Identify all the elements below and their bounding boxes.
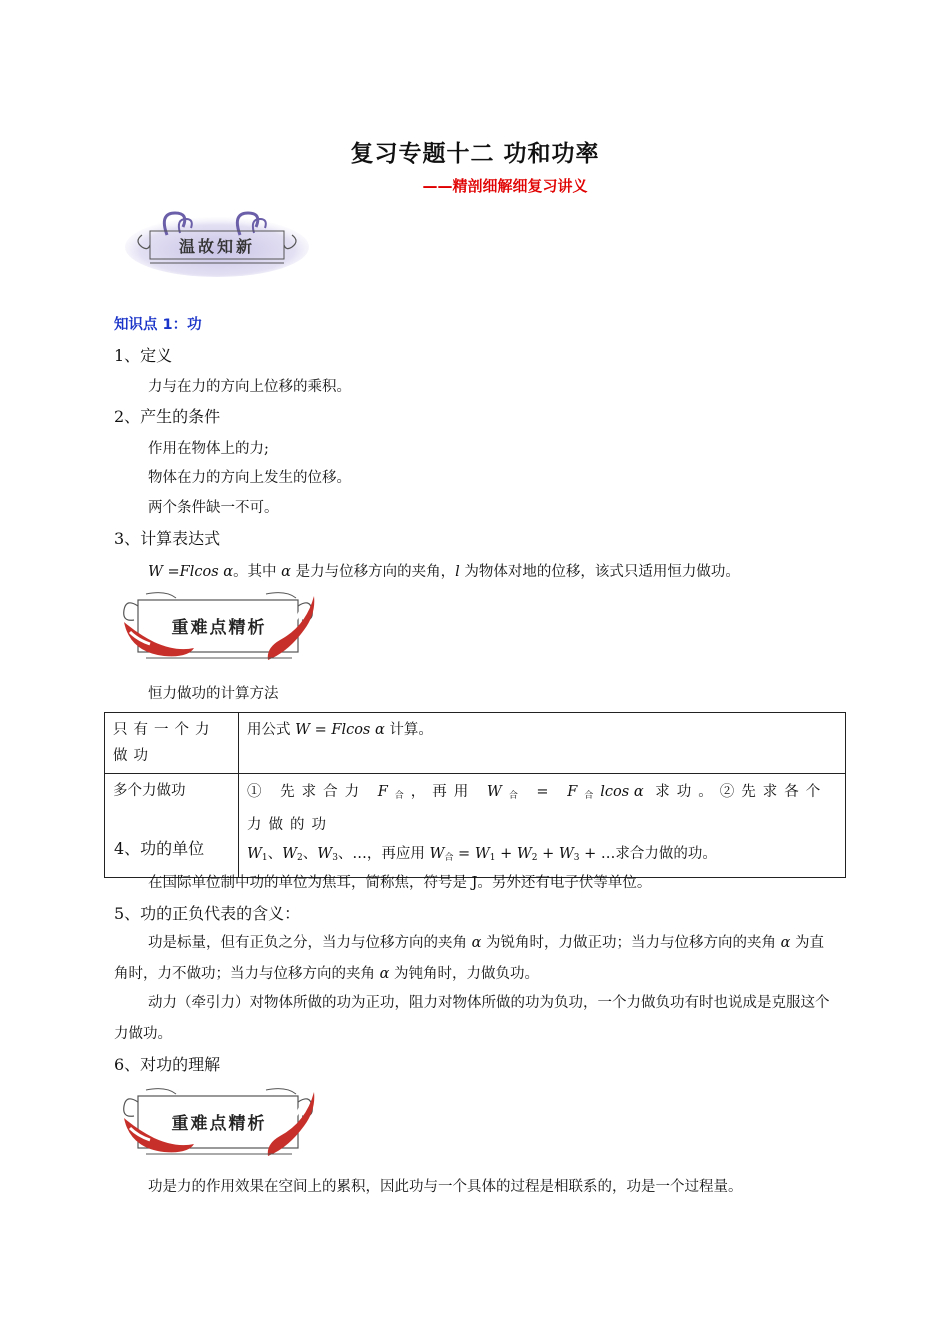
table-cell-label: 只有一个力做功 xyxy=(105,713,239,774)
section-2-line-3: 两个条件缺一不可。 xyxy=(148,500,279,516)
table-cell-label: 多个力做功 xyxy=(105,774,239,878)
section-1-text: 力与在力的方向上位移的乘积。 xyxy=(148,379,351,395)
subscript: 合 xyxy=(394,791,411,801)
text-segment: ，再用 xyxy=(410,784,487,800)
work-method-table xyxy=(104,712,846,878)
text-segment: 用公式 xyxy=(247,722,296,738)
section-4-heading: 4、功的单位 xyxy=(114,839,205,858)
f-symbol: F xyxy=(567,784,585,800)
work-formula: W = Flcos α xyxy=(295,722,385,738)
section-5-paragraph-1 xyxy=(114,928,836,990)
subscript: 3 xyxy=(332,853,338,863)
table-cell-line-1 xyxy=(247,778,837,840)
table-row xyxy=(105,774,846,878)
w-symbol: W xyxy=(486,784,509,800)
w-symbol: W xyxy=(516,846,532,862)
text-segment: 计算。 xyxy=(384,722,433,738)
section-2-line-2: 物体在力的方向上发生的位移。 xyxy=(148,470,351,486)
text-segment: 为直角时，力不做功；当力与位移方向的夹角 xyxy=(114,935,825,982)
section-5-heading: 5、功的正负代表的含义： xyxy=(114,904,301,923)
text-segment: ① 先求合力 xyxy=(247,784,378,800)
review-badge xyxy=(122,205,312,280)
l-symbol: l xyxy=(455,564,460,580)
w-symbol: W xyxy=(247,846,262,862)
text-segment: 、 xyxy=(302,846,318,862)
subscript: 合 xyxy=(508,791,525,801)
work-formula: W =Flcos α xyxy=(148,564,234,580)
subscript: 3 xyxy=(573,853,580,863)
text-segment: 为锐角时，力做正功；当力与位移方向的夹角 xyxy=(481,935,781,951)
analysis-badge xyxy=(116,588,322,666)
section-3-heading: 3、计算表达式 xyxy=(114,529,221,548)
section-4-text: 在国际单位制中功的单位为焦耳，简称焦，符号是 J。另外还有电子伏等单位。 xyxy=(148,875,652,891)
review-badge-label: 温故知新 xyxy=(178,237,255,256)
section-2-line-1: 作用在物体上的力; xyxy=(148,441,269,457)
subscript: 2 xyxy=(297,853,303,863)
text-segment: 、…，再应用 xyxy=(337,846,430,862)
w-symbol: W xyxy=(429,846,445,862)
alpha-symbol: α xyxy=(471,935,482,951)
f-symbol: F xyxy=(377,784,395,800)
text-segment: = xyxy=(453,846,475,862)
analysis-badge-label: 重难点精析 xyxy=(171,1114,267,1134)
formula-part: lcos α xyxy=(600,784,644,800)
table-cell-line-2 xyxy=(247,840,837,873)
text-segment: 。其中 xyxy=(233,564,282,580)
table-cell-content xyxy=(239,713,846,774)
w-symbol: W xyxy=(474,846,490,862)
text-segment: 是力与位移方向的夹角， xyxy=(290,564,456,580)
subscript: 合 xyxy=(584,791,601,801)
knowledge-point-heading: 知识点 1：功 xyxy=(114,317,202,333)
alpha-symbol: α xyxy=(780,935,791,951)
text-segment: 为钝角时，力做负功。 xyxy=(389,966,540,982)
section-1-heading: 1、定义 xyxy=(114,346,173,365)
section-6-text: 功是力的作用效果在空间上的累积，因此功与一个具体的过程是相联系的，功是一个过程量。 xyxy=(148,1179,743,1195)
table-cell-content xyxy=(239,774,846,878)
text-segment: = xyxy=(524,784,568,800)
text-segment: 为物体对地的位移，该式只适用恒力做功。 xyxy=(459,564,740,580)
section-2-heading: 2、产生的条件 xyxy=(114,407,221,426)
alpha-symbol: α xyxy=(281,564,291,580)
text-segment: + …求合力做的功。 xyxy=(579,846,717,862)
analysis-badge-label: 重难点精析 xyxy=(171,618,267,638)
method-title: 恒力做功的计算方法 xyxy=(148,686,279,702)
page-title: 复习专题十二 功和功率 xyxy=(350,141,600,167)
subscript: 1 xyxy=(489,853,496,863)
text-segment: 求功。②先求各个力做的功 xyxy=(247,784,828,833)
section-5-paragraph-2: 动力（牵引力）对物体所做的功为正功，阻力对物体所做的功为负功，一个力做负功有时也说成是克服这个力做功。 xyxy=(114,995,830,1042)
w-symbol: W xyxy=(558,846,574,862)
subscript: 1 xyxy=(261,853,268,863)
text-segment: + xyxy=(495,846,517,862)
section-3-text xyxy=(148,560,740,581)
w-symbol: W xyxy=(317,846,333,862)
subscript: 合 xyxy=(444,853,454,863)
analysis-badge xyxy=(116,1084,322,1162)
alpha-symbol: α xyxy=(379,966,390,982)
subscript: 2 xyxy=(531,853,538,863)
text-segment: 、 xyxy=(267,846,283,862)
w-symbol: W xyxy=(282,846,298,862)
text-segment: 功是标量，但有正负之分，当力与位移方向的夹角 xyxy=(148,935,472,951)
page-subtitle: ——精剖细解细复习讲义 xyxy=(422,177,588,195)
section-6-heading: 6、对功的理解 xyxy=(114,1055,221,1074)
text-segment: + xyxy=(537,846,559,862)
table-row xyxy=(105,713,846,774)
